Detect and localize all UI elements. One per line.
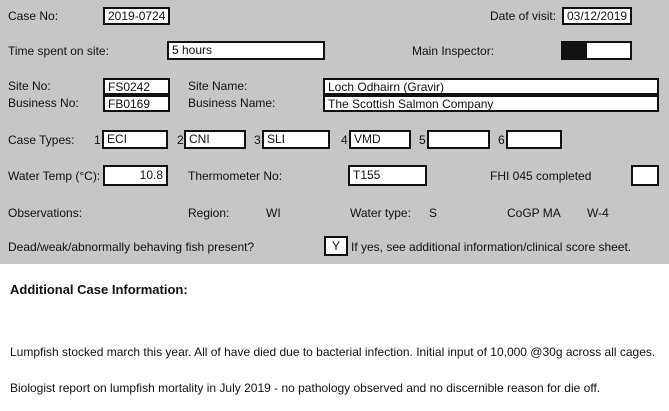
additional-info-section — [0, 264, 669, 411]
water-temp-label: Water Temp (°C): — [8, 169, 101, 183]
dead-fish-note: If yes, see additional information/clinical score sheet. — [351, 240, 632, 254]
cogp-value: W-4 — [587, 206, 609, 220]
business-name-field[interactable]: The Scottish Salmon Company — [323, 95, 659, 112]
case-type-5-field[interactable] — [427, 130, 490, 149]
thermometer-field[interactable]: T155 — [348, 165, 427, 186]
site-name-label: Site Name: — [188, 79, 248, 93]
case-no-field[interactable]: 2019-0724 — [103, 7, 170, 25]
case-type-3-num: 3 — [254, 133, 261, 147]
case-no-label: Case No: — [8, 9, 59, 23]
date-of-visit-field[interactable]: 03/12/2019 — [562, 7, 632, 25]
time-on-site-label: Time spent on site: — [8, 44, 109, 58]
main-inspector-field[interactable] — [561, 41, 632, 60]
region-value: WI — [266, 206, 281, 220]
case-type-1-field[interactable]: ECI — [102, 130, 168, 149]
case-type-4-field[interactable]: VMD — [349, 130, 411, 149]
case-type-1-num: 1 — [94, 133, 101, 147]
water-type-value: S — [429, 206, 438, 220]
case-types-label: Case Types: — [8, 133, 75, 147]
additional-info-paragraph: Biologist report on lumpfish mortality in July 2019 - no pathology observed and no discernible reason for die off. — [10, 381, 601, 395]
water-temp-field[interactable]: 10.8 — [103, 165, 168, 186]
case-type-4-num: 4 — [341, 133, 348, 147]
case-type-6-num: 6 — [498, 133, 505, 147]
case-type-2-num: 2 — [177, 133, 184, 147]
site-name-field[interactable]: Loch Odhairn (Gravir) — [323, 78, 659, 95]
dead-fish-label: Dead/weak/abnormally behaving fish present? — [8, 240, 255, 254]
cogp-label: CoGP MA — [507, 206, 561, 220]
date-of-visit-label: Date of visit: — [490, 9, 557, 23]
case-type-3-field[interactable]: SLI — [262, 130, 330, 149]
business-no-label: Business No: — [8, 96, 79, 110]
thermometer-label: Thermometer No: — [188, 169, 283, 183]
fhi045-label: FHI 045 completed — [490, 169, 592, 183]
case-type-2-field[interactable]: CNI — [184, 130, 246, 149]
region-label: Region: — [188, 206, 230, 220]
redaction-block — [563, 43, 587, 58]
site-no-label: Site No: — [8, 79, 51, 93]
additional-info-paragraph: Lumpfish stocked march this year. All of have died due to bacterial infection. Initial input of 10,000 @30g across all cages. — [10, 345, 656, 359]
time-on-site-field[interactable]: 5 hours — [167, 41, 325, 60]
business-name-label: Business Name: — [188, 96, 276, 110]
site-no-field[interactable]: FS0242 — [103, 78, 170, 95]
additional-info-heading: Additional Case Information: — [10, 282, 188, 297]
observations-label: Observations: — [8, 206, 83, 220]
case-type-5-num: 5 — [419, 133, 426, 147]
business-no-field[interactable]: FB0169 — [103, 95, 170, 112]
main-inspector-label: Main Inspector: — [412, 44, 495, 58]
water-type-label: Water type: — [350, 206, 411, 220]
fhi045-checkbox[interactable] — [631, 165, 659, 186]
case-type-6-field[interactable] — [506, 130, 562, 149]
dead-fish-field[interactable]: Y — [324, 236, 348, 256]
